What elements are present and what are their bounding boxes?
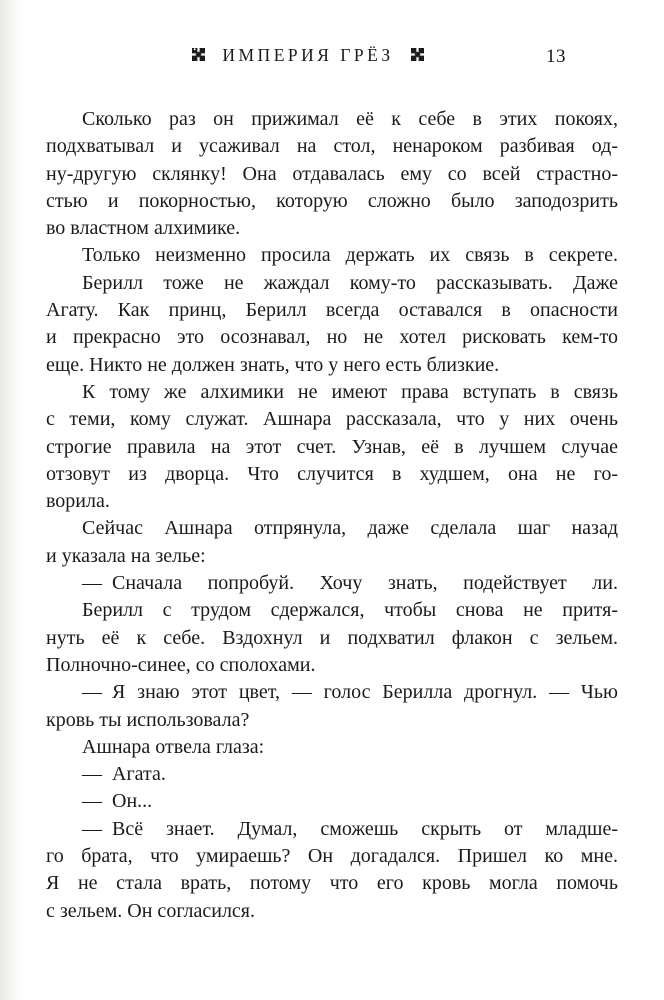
text-line: Сейчас Ашнара отпрянула, даже сделала шаг назад (82, 517, 618, 540)
text-line: и прекрасно это осознавал, но не хотел рисковать кем-то (46, 326, 618, 349)
text-line: ну-другую склянку! Она отдавалась ему со всей страстно- (46, 162, 618, 185)
text-line: Берилл с трудом сдержался, чтобы снова не притя- (82, 599, 618, 622)
text-line: Только неизменно просила держать их связь в секрете. (82, 244, 618, 267)
text-line: Сколько раз он прижимал её к себе в этих покоях, (82, 108, 618, 130)
paragraph (46, 242, 618, 269)
text-line: кровь ты использовала? (46, 708, 250, 731)
running-title: ИМПЕРИЯ ГРЁЗ (222, 45, 394, 65)
page-number: 13 (546, 46, 566, 67)
text-line: Агату. Как принц, Берилл всегда оставался в опасности (46, 299, 618, 322)
text-line: — Агата. (82, 763, 166, 786)
text-line: — Он... (82, 790, 153, 813)
page-body (46, 106, 618, 925)
text-line: — Сначала попробуй. Хочу знать, подействует ли. (82, 572, 618, 595)
paragraph (46, 761, 618, 788)
paragraph (46, 679, 618, 734)
text-line: во властном алхимике. (46, 217, 241, 240)
text-line: подхватывал и усаживал на стол, ненароком разбивая од- (46, 135, 618, 158)
text-line: отзовут из дворца. Что случится в худшем, она не го- (46, 462, 618, 485)
text-line: стью и покорностью, которую сложно было заподозрить (46, 189, 618, 212)
text-line: — Я знаю этот цвет, — голос Берилла дрогнул. — Чью (82, 681, 618, 704)
text-line: строгие правила на этот счет. Узнав, её в лучшем случае (46, 435, 618, 458)
paragraph (46, 570, 618, 597)
paragraph (46, 515, 618, 570)
paragraph (46, 816, 618, 925)
text-line: го брата, что умираешь? Он догадался. Пришел ко мне. (46, 845, 618, 868)
text-line: Берилл тоже не жаждал кому-то рассказывать. Даже (82, 271, 618, 294)
text-line: Полночно-синее, со сполохами. (46, 653, 316, 676)
text-line: Ашнара отвела глаза: (82, 735, 265, 758)
text-line: Я не стала врать, потому что его кровь могла помочь (46, 872, 618, 895)
paragraph (46, 597, 618, 679)
paragraph (46, 106, 618, 242)
paragraph (46, 734, 618, 761)
text-line: нуть её к себе. Вздохнул и подхватил флакон с зельем. (46, 626, 618, 649)
text-line: с зельем. Он согласился. (46, 899, 255, 922)
ornament-left-icon (192, 48, 205, 61)
paragraph (46, 270, 618, 379)
paragraph (46, 788, 618, 815)
text-line: еще. Никто не должен знать, что у него есть близкие. (46, 353, 500, 376)
paragraph (46, 379, 618, 515)
scan-edge-shadow (0, 0, 26, 1000)
text-line: — Всё знает. Думал, сможешь скрыть от младше- (82, 817, 618, 840)
text-line: с теми, кому служат. Ашнара рассказала, что у них очень (46, 408, 618, 431)
ornament-right-icon (411, 48, 424, 61)
text-line: К тому же алхимики не имеют права вступать в связь (82, 380, 618, 403)
running-header (0, 45, 616, 69)
text-line: и указала на зелье: (46, 544, 206, 567)
text-line: ворила. (46, 490, 110, 513)
